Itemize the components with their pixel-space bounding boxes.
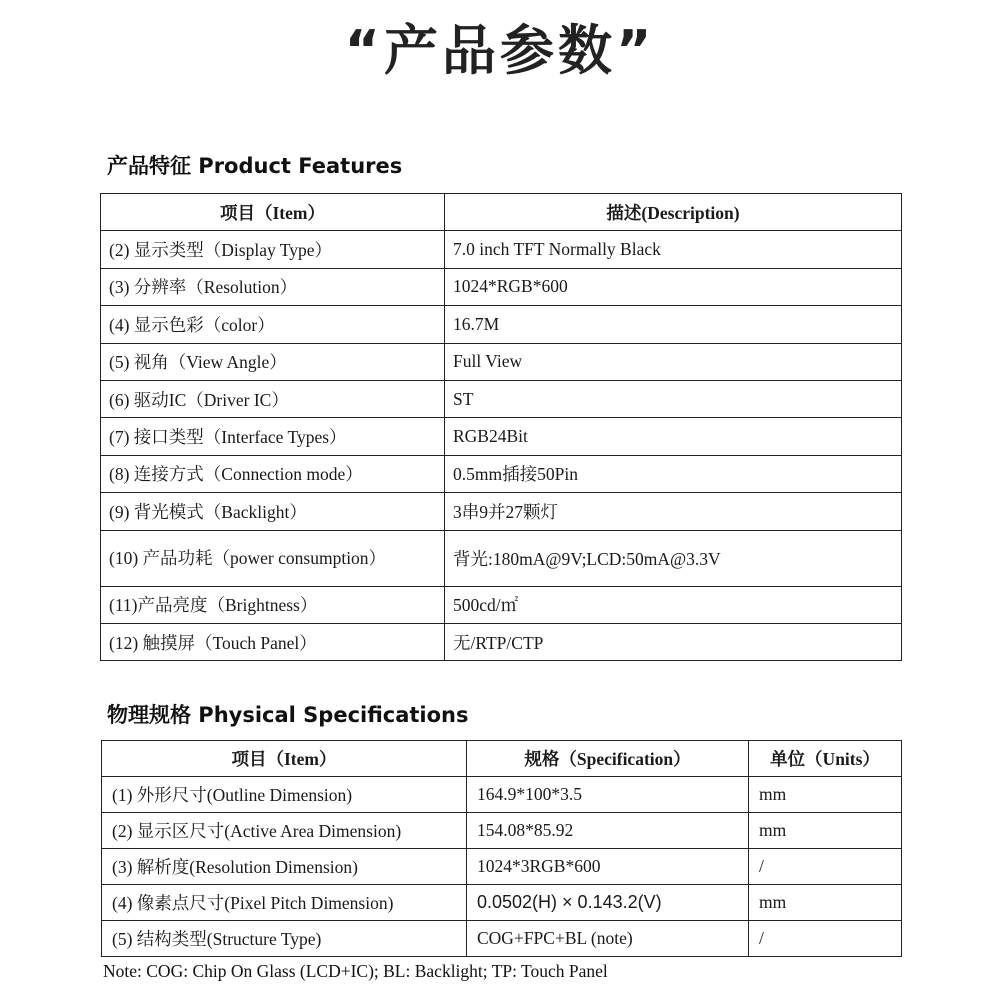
table-header-row: [102, 741, 902, 777]
table-row: [101, 623, 902, 660]
feature-description: 16.7M: [445, 306, 902, 343]
page-title: “产品参数”: [344, 19, 656, 82]
table-row: [102, 849, 902, 885]
spec-unit: mm: [749, 885, 902, 921]
spec-unit: /: [749, 849, 902, 885]
column-header-item: 项目（Item）: [102, 741, 467, 777]
feature-description: RGB24Bit: [445, 418, 902, 455]
table-row: [101, 268, 902, 305]
feature-description: 背光:180mA@9V;LCD:50mA@3.3V: [445, 530, 902, 586]
feature-description: 无/RTP/CTP: [445, 623, 902, 660]
feature-description: 3串9并27颗灯: [445, 493, 902, 530]
physical-specifications-heading: 物理规格 Physical Specifications: [107, 703, 469, 727]
feature-item: (12) 触摸屏（Touch Panel）: [101, 623, 445, 660]
table-row: [101, 343, 902, 380]
table-header-row: [101, 194, 902, 231]
spec-item: (5) 结构类型(Structure Type): [102, 921, 467, 957]
feature-description: Full View: [445, 343, 902, 380]
feature-item: (10) 产品功耗（power consumption）: [101, 530, 445, 586]
feature-description: 500cd/㎡: [445, 586, 902, 623]
table-row: [101, 493, 902, 530]
feature-item: (3) 分辨率（Resolution）: [101, 268, 445, 305]
table-row: [101, 380, 902, 417]
feature-item: (4) 显示色彩（color）: [101, 306, 445, 343]
feature-item: (8) 连接方式（Connection mode）: [101, 455, 445, 492]
feature-item: (7) 接口类型（Interface Types）: [101, 418, 445, 455]
table-row: [102, 777, 902, 813]
feature-description: 1024*RGB*600: [445, 268, 902, 305]
column-header-specification: 规格（Specification）: [467, 741, 749, 777]
physical-specifications-table: [101, 740, 902, 957]
spec-item: (2) 显示区尺寸(Active Area Dimension): [102, 813, 467, 849]
column-header-item: 项目（Item）: [101, 194, 445, 231]
product-features-table: [100, 193, 902, 661]
table-row: [101, 530, 902, 586]
feature-description: ST: [445, 380, 902, 417]
feature-item: (11)产品亮度（Brightness）: [101, 586, 445, 623]
spec-unit: mm: [749, 813, 902, 849]
spec-item: (3) 解析度(Resolution Dimension): [102, 849, 467, 885]
spec-item: (1) 外形尺寸(Outline Dimension): [102, 777, 467, 813]
table-row: [101, 418, 902, 455]
feature-item: (6) 驱动IC（Driver IC）: [101, 380, 445, 417]
feature-description: 0.5mm插接50Pin: [445, 455, 902, 492]
table-row: [102, 813, 902, 849]
spec-unit: /: [749, 921, 902, 957]
product-features-heading: 产品特征 Product Features: [107, 154, 403, 178]
spec-value: 1024*3RGB*600: [467, 849, 749, 885]
spec-unit: mm: [749, 777, 902, 813]
table-row: [102, 885, 902, 921]
table-row: [101, 455, 902, 492]
spec-value: COG+FPC+BL (note): [467, 921, 749, 957]
spec-item: (4) 像素点尺寸(Pixel Pitch Dimension): [102, 885, 467, 921]
spec-value: 164.9*100*3.5: [467, 777, 749, 813]
table-row: [101, 306, 902, 343]
spec-value: 154.08*85.92: [467, 813, 749, 849]
spec-value: 0.0502(H) × 0.143.2(V): [467, 885, 749, 921]
column-header-description: 描述(Description): [445, 194, 902, 231]
table-row: [101, 586, 902, 623]
footnote: Note: COG: Chip On Glass (LCD+IC); BL: Backlight; TP: Touch Panel: [103, 961, 608, 981]
feature-description: 7.0 inch TFT Normally Black: [445, 231, 902, 268]
table-row: [102, 921, 902, 957]
table-row: [101, 231, 902, 268]
feature-item: (5) 视角（View Angle）: [101, 343, 445, 380]
feature-item: (2) 显示类型（Display Type）: [101, 231, 445, 268]
column-header-units: 单位（Units）: [749, 741, 902, 777]
feature-item: (9) 背光模式（Backlight）: [101, 493, 445, 530]
